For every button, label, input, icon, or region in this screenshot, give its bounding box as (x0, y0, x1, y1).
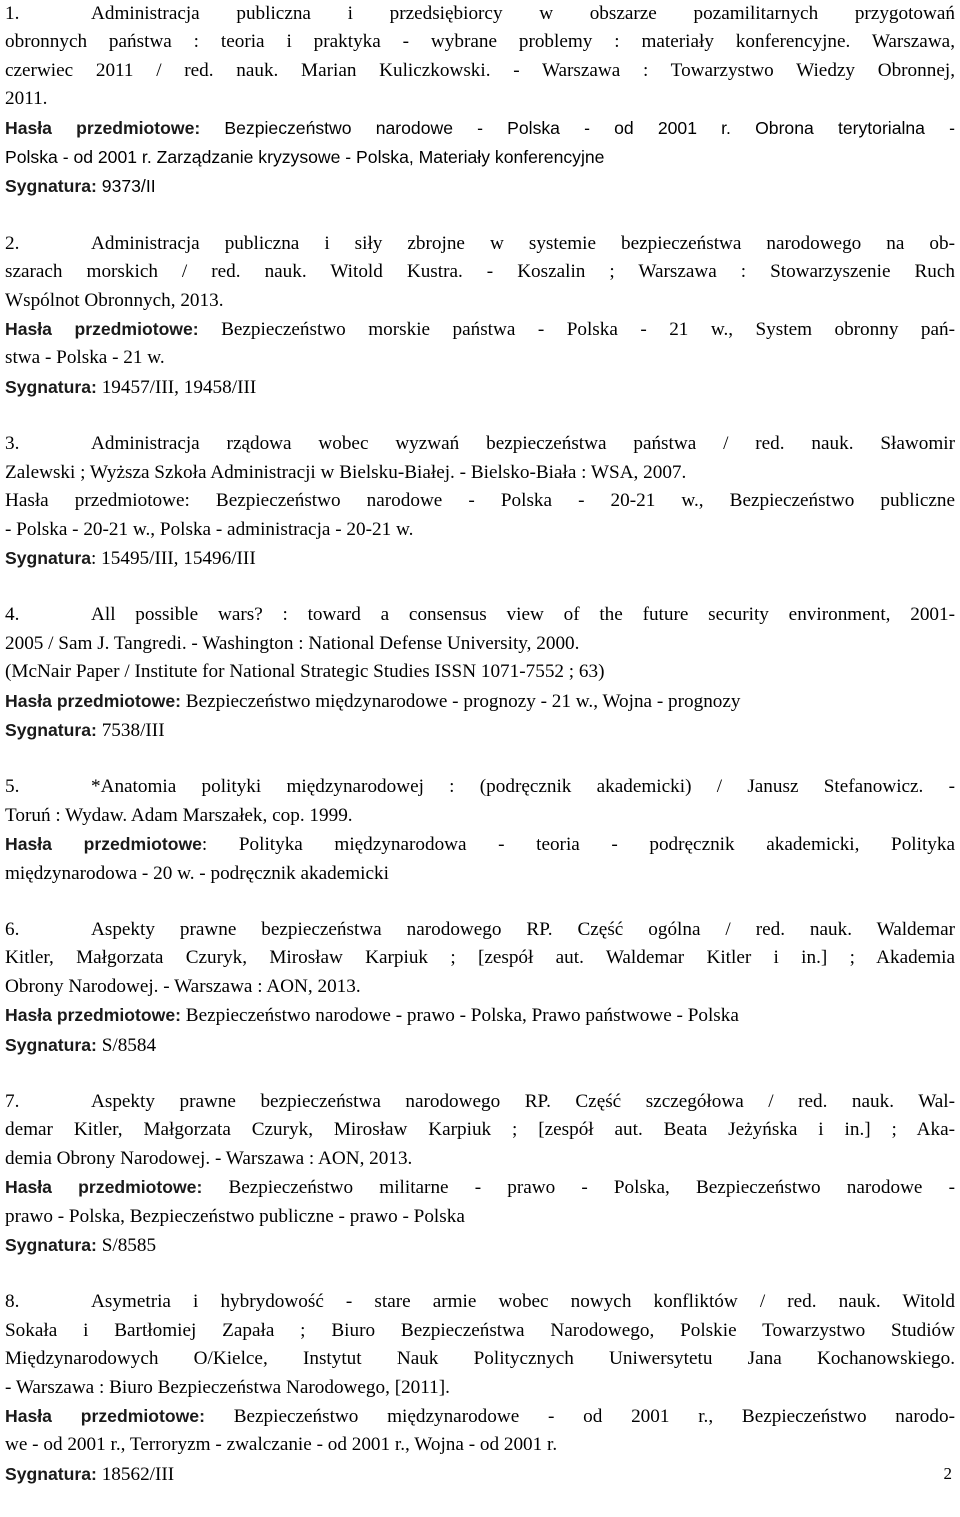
entry-number: 6. (5, 918, 20, 940)
entry-text: Toruń : Wydaw. Adam Marszałek, cop. 1999. (5, 804, 353, 826)
entry-line (5, 658, 955, 686)
entry-text: międzynarodowa - 20 w. - podręcznik akademicki (5, 862, 389, 884)
entry-line (5, 1145, 955, 1173)
entry-line (5, 0, 955, 28)
entry-text: Administracja publiczna i siły zbrojne w systemie bezpieczeństwa narodowego na ob- (91, 232, 955, 254)
entry-number: 5. (5, 776, 20, 798)
entry-text: Międzynarodowych O/Kielce, Instytut Nauk Politycznych Uniwersytetu Jana Kochanowskiego. (5, 1348, 955, 1370)
entry-number: 1. (5, 3, 20, 24)
entry-text: stwa - Polska - 21 w. (5, 347, 165, 369)
entry-line (5, 1001, 955, 1030)
entry-line (5, 459, 955, 487)
entry-text: szarach morskich / red. nauk. Witold Kustra. - Koszalin ; Warszawa : Stowarzyszenie Ruch (5, 261, 955, 283)
entry-text: Asymetria i hybrydowość - stare armie wobec nowych konfliktów / red. nauk. Witold (91, 1291, 955, 1313)
entry-text: : Polityka międzynarodowa - teoria - podręcznik akademicki, Polityka (201, 834, 955, 856)
entry-line (5, 630, 955, 658)
entry-text: 19457/III, 19458/III (96, 376, 257, 398)
entry-number: 8. (5, 1291, 20, 1313)
entry-text: obronnych państwa : teoria i praktyka - wybrane problemy : materiały konferencyjne. Warszawa, (5, 31, 955, 53)
entry-text: Zalewski ; Wyższa Szkoła Administracji w Bielsku-Białej. - Bielsko-Biała : WSA, 2007. (5, 461, 687, 483)
entry-text: Bezpieczeństwo morskie państwa - Polska - 21 w., System obronny pań- (198, 319, 955, 341)
field-label: Hasła przedmiotowe: (5, 117, 201, 138)
entry-text: *Anatomia polityki międzynarodowej : (podręcznik akademicki) / Janusz Stefanowicz. - (91, 776, 955, 798)
entry-text: All possible wars? : toward a consensus view of the future security environment, 2001- (91, 604, 955, 626)
entry-text: we - od 2001 r., Terroryzm - zwalczanie - od 2001 r., Wojna - od 2001 r. (5, 1434, 558, 1456)
bibliography-entry (5, 0, 955, 202)
entry-line (5, 916, 955, 944)
entry-line (5, 944, 955, 972)
entry-text: 9373/II (96, 176, 156, 197)
entry-line (5, 85, 955, 113)
entry-line (5, 544, 955, 573)
entry-text: 2005 / Sam J. Tangredi. - Washington : National Defense University, 2000. (5, 632, 580, 654)
entry-text: Administracja rządowa wobec wyzwań bezpieczeństwa państwa / red. nauk. Sławomir (91, 433, 955, 455)
entry-line (5, 114, 955, 143)
entry-line (5, 687, 955, 716)
document-page (5, 0, 955, 1517)
entry-text: S/8584 (96, 1034, 157, 1056)
entry-line (5, 516, 955, 544)
entry-text: : 15495/III, 15496/III (91, 547, 256, 569)
entry-text: 2011. (5, 88, 48, 110)
entry-line (5, 28, 955, 56)
field-label: Hasła przedmiotowe: (5, 1177, 203, 1198)
entry-line (5, 1088, 955, 1116)
entry-line (5, 1203, 955, 1231)
entry-text: Wspólnot Obronnych, 2013. (5, 289, 224, 311)
field-label: Hasła przedmiotowe: (5, 690, 181, 711)
entry-line (5, 1231, 955, 1260)
bibliography-entry (5, 1088, 955, 1260)
entry-line (5, 57, 955, 85)
entry-line (5, 1116, 955, 1144)
entry-line (5, 143, 955, 172)
entry-line (5, 1288, 955, 1316)
bibliography-entry (5, 773, 955, 888)
entry-text: Polska - od 2001 r. Zarządzanie kryzysowe - Polska, Materiały konferencyjne (5, 147, 605, 168)
bibliography-entry (5, 1288, 955, 1489)
bibliography-entry (5, 601, 955, 745)
field-label: Sygnatura: (5, 719, 97, 740)
field-label: Sygnatura: (5, 1235, 97, 1256)
entry-line (5, 1317, 955, 1345)
field-label: Hasła przedmiotowe: (5, 1005, 181, 1026)
entry-line (5, 1402, 955, 1431)
entry-line (5, 373, 955, 402)
entry-number: 2. (5, 232, 20, 254)
entry-line (5, 773, 955, 801)
entry-text: Kitler, Małgorzata Czuryk, Mirosław Karpiuk ; [zespół aut. Waldemar Kitler i in.] ; Akademia (5, 947, 955, 969)
entry-line (5, 1431, 955, 1459)
entry-line (5, 973, 955, 1001)
field-label: Sygnatura: (5, 176, 97, 197)
entry-text: Sokała i Bartłomiej Zapała ; Biuro Bezpieczeństwa Narodowego, Polskie Towarzystwo Studiów (5, 1319, 955, 1341)
entry-text: demia Obrony Narodowej. - Warszawa : AON, 2013. (5, 1147, 413, 1169)
entry-text: - Polska - 20-21 w., Polska - administracja - 20-21 w. (5, 518, 414, 540)
field-label: Hasła przedmiotowe: (5, 1406, 205, 1427)
bibliography-entry (5, 916, 955, 1060)
entry-text: Bezpieczeństwo międzynarodowe - od 2001 r., Bezpieczeństwo narodo- (204, 1406, 955, 1428)
entry-text: Aspekty prawne bezpieczeństwa narodowego RP. Część ogólna / red. nauk. Waldemar (91, 918, 955, 940)
entry-line (5, 230, 955, 258)
entry-line (5, 487, 955, 515)
entry-line (5, 1031, 955, 1060)
entry-line (5, 601, 955, 629)
entry-text: demar Kitler, Małgorzata Czuryk, Mirosław Karpiuk ; [zespół aut. Beata Jeżyńska i in.] ; Aka- (5, 1119, 955, 1141)
entry-text: Administracja publiczna i przedsiębiorcy w obszarze pozamilitarnych przygotowań (91, 3, 955, 24)
entry-text: - Warszawa : Biuro Bezpieczeństwa Narodowego, [2011]. (5, 1376, 450, 1398)
entry-text: 7538/III (96, 719, 165, 741)
field-label: Sygnatura: (5, 376, 97, 397)
entry-line (5, 258, 955, 286)
entry-text: Obrony Narodowej. - Warszawa : AON, 2013. (5, 975, 361, 997)
page-number: 2 (943, 1464, 952, 1483)
entry-line (5, 1374, 955, 1402)
entry-line (5, 716, 955, 745)
entry-number: 3. (5, 433, 20, 455)
entry-text: prawo - Polska, Bezpieczeństwo publiczne - prawo - Polska (5, 1205, 465, 1227)
field-label: Sygnatura (5, 547, 92, 568)
field-label: Hasła przedmiotowe: (5, 319, 199, 340)
entry-text: Bezpieczeństwo narodowe - prawo - Polska, Prawo państwowe - Polska (180, 1005, 739, 1027)
entry-text: 18562/III (96, 1463, 175, 1485)
field-label: Sygnatura: (5, 1463, 97, 1484)
entry-text: S/8585 (96, 1235, 157, 1257)
entry-text: Hasła przedmiotowe: Bezpieczeństwo narodowe - Polska - 20-21 w., Bezpieczeństwo publiczne (5, 490, 955, 512)
entry-line (5, 802, 955, 830)
entry-line (5, 860, 955, 888)
entry-number: 7. (5, 1091, 20, 1112)
entry-line (5, 1460, 955, 1489)
bibliography-entry (5, 230, 955, 402)
bibliography-entry (5, 430, 955, 573)
entry-line (5, 344, 955, 372)
field-label: Hasła przedmiotowe (5, 834, 202, 855)
entry-line (5, 1173, 955, 1202)
entry-line (5, 830, 955, 859)
entry-line (5, 287, 955, 315)
field-label: Sygnatura: (5, 1034, 97, 1055)
entry-number: 4. (5, 604, 20, 626)
entry-text: Bezpieczeństwo narodowe - Polska - od 2001 r. Obrona terytorialna - (200, 117, 955, 138)
entry-text: Bezpieczeństwo militarne - prawo - Polska, Bezpieczeństwo narodowe - (202, 1177, 955, 1199)
entry-line (5, 172, 955, 201)
entry-text: Aspekty prawne bezpieczeństwa narodowego RP. Część szczegółowa / red. nauk. Wal- (91, 1091, 955, 1112)
entry-text: czerwiec 2011 / red. nauk. Marian Kuliczkowski. - Warszawa : Towarzystwo Wiedzy Obronnej, (5, 59, 955, 81)
entry-line (5, 1345, 955, 1373)
entry-line (5, 315, 955, 344)
entry-text: (McNair Paper / Institute for National Strategic Studies ISSN 1071-7552 ; 63) (5, 661, 605, 683)
entry-text: Bezpieczeństwo międzynarodowe - prognozy - 21 w., Wojna - prognozy (180, 690, 741, 712)
entry-line (5, 430, 955, 458)
